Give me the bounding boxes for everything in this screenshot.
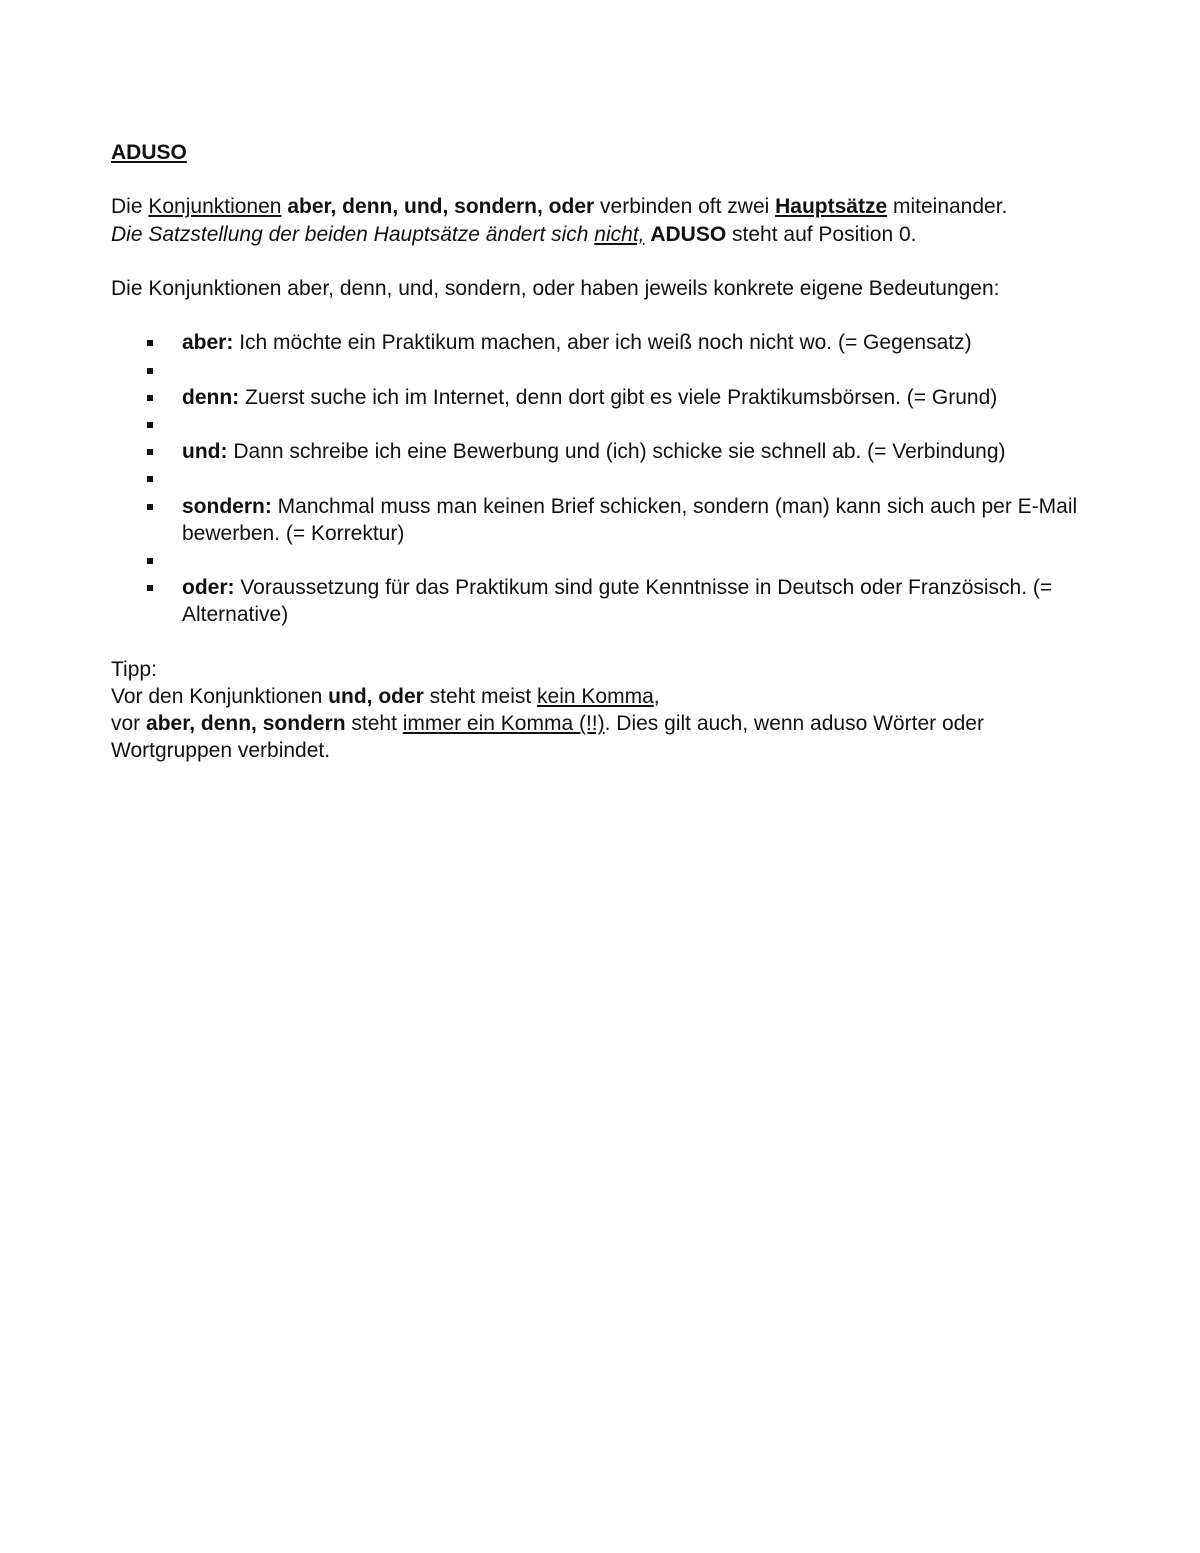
list-item-term: aber: (182, 331, 234, 355)
aduso-bold: ADUSO (650, 222, 727, 246)
list-item-text: Zuerst suche ich im Internet, denn dort gibt es viele Praktikumsbörsen. (= Grund) (239, 385, 998, 409)
tip-text: steht meist (423, 684, 538, 708)
bullet-square-icon (147, 476, 153, 482)
conjunction-list-bold: aber, denn, und, sondern, oder (287, 195, 595, 219)
spacer (111, 166, 1091, 193)
intro-text: Die (111, 195, 149, 219)
konjunktionen-underlined: Konjunktionen (148, 195, 282, 219)
list-item (111, 465, 1091, 492)
bullet-square-icon (147, 504, 153, 510)
tip-line-comma (111, 710, 1091, 764)
bullet-square-icon (147, 340, 153, 346)
list-item-term: sondern: (182, 494, 272, 518)
bullet-square-icon (147, 368, 153, 374)
bullet-square-icon (147, 449, 153, 455)
document-title: ADUSO (111, 141, 187, 164)
meanings-intro: Die Konjunktionen aber, denn, und, sondern, oder haben jeweils konkrete eigene Bedeutungen: (111, 276, 1000, 300)
kein-komma-underlined: kein Komma (537, 684, 654, 708)
list-item (111, 411, 1091, 438)
word-order-text: steht auf Position 0. (726, 222, 917, 246)
bullet-square-icon (147, 558, 153, 564)
spacer (111, 248, 1091, 275)
list-item (111, 574, 1091, 628)
list-item (111, 329, 1091, 356)
tip-text: Vor den Konjunktionen (111, 684, 329, 708)
bullet-square-icon (147, 585, 153, 591)
tip-text: , (653, 684, 660, 708)
word-order-paragraph (111, 221, 1091, 248)
immer-ein-komma-underlined: immer ein Komma (!!) (402, 712, 605, 736)
document-page (111, 139, 1091, 765)
list-item-term: und: (182, 440, 228, 464)
tip-line-no-comma (111, 683, 1091, 710)
list-item (111, 357, 1091, 384)
tip-text: . Dies gilt auch, wenn aduso Wörter oder Wortgruppen verbindet. (111, 712, 984, 763)
list-item (111, 438, 1091, 465)
list-item (111, 493, 1091, 547)
tip-text: steht (345, 712, 403, 736)
tip-text: vor (111, 712, 147, 736)
nicht-italic-underlined: nicht, (594, 222, 645, 246)
hauptsaetze-bold-underlined: Hauptsätze (775, 195, 888, 219)
word-order-italic: Die Satzstellung der beiden Hauptsätze ändert sich (111, 222, 595, 246)
list-item-text: Ich möchte ein Praktikum machen, aber ich weiß noch nicht wo. (= Gegensatz) (233, 331, 972, 355)
aber-denn-sondern-bold: aber, denn, sondern (146, 712, 346, 736)
list-item (111, 384, 1091, 411)
spacer (111, 629, 1091, 656)
intro-paragraph (111, 193, 1091, 220)
list-item-text: Dann schreibe ich eine Bewerbung und (ich) schicke sie schnell ab. (= Verbindung) (227, 440, 1006, 464)
list-item (111, 547, 1091, 574)
conjunction-examples-list (111, 329, 1091, 628)
list-item-term: oder: (182, 576, 235, 600)
und-oder-bold: und, oder (328, 684, 424, 708)
list-item-term: denn: (182, 385, 240, 409)
intro-text: verbinden oft zwei (594, 195, 776, 219)
intro-text: miteinander. (887, 195, 1008, 219)
tip-label: Tipp: (111, 657, 157, 681)
bullet-square-icon (147, 422, 153, 428)
spacer (111, 302, 1091, 329)
list-item-text: Manchmal muss man keinen Brief schicken, sondern (man) kann sich auch per E-Mail bewerben. (= Korrektur) (182, 494, 1078, 545)
list-item-text: Voraussetzung für das Praktikum sind gute Kenntnisse in Deutsch oder Französisch. (= Alternative) (182, 576, 1053, 627)
bullet-square-icon (147, 395, 153, 401)
